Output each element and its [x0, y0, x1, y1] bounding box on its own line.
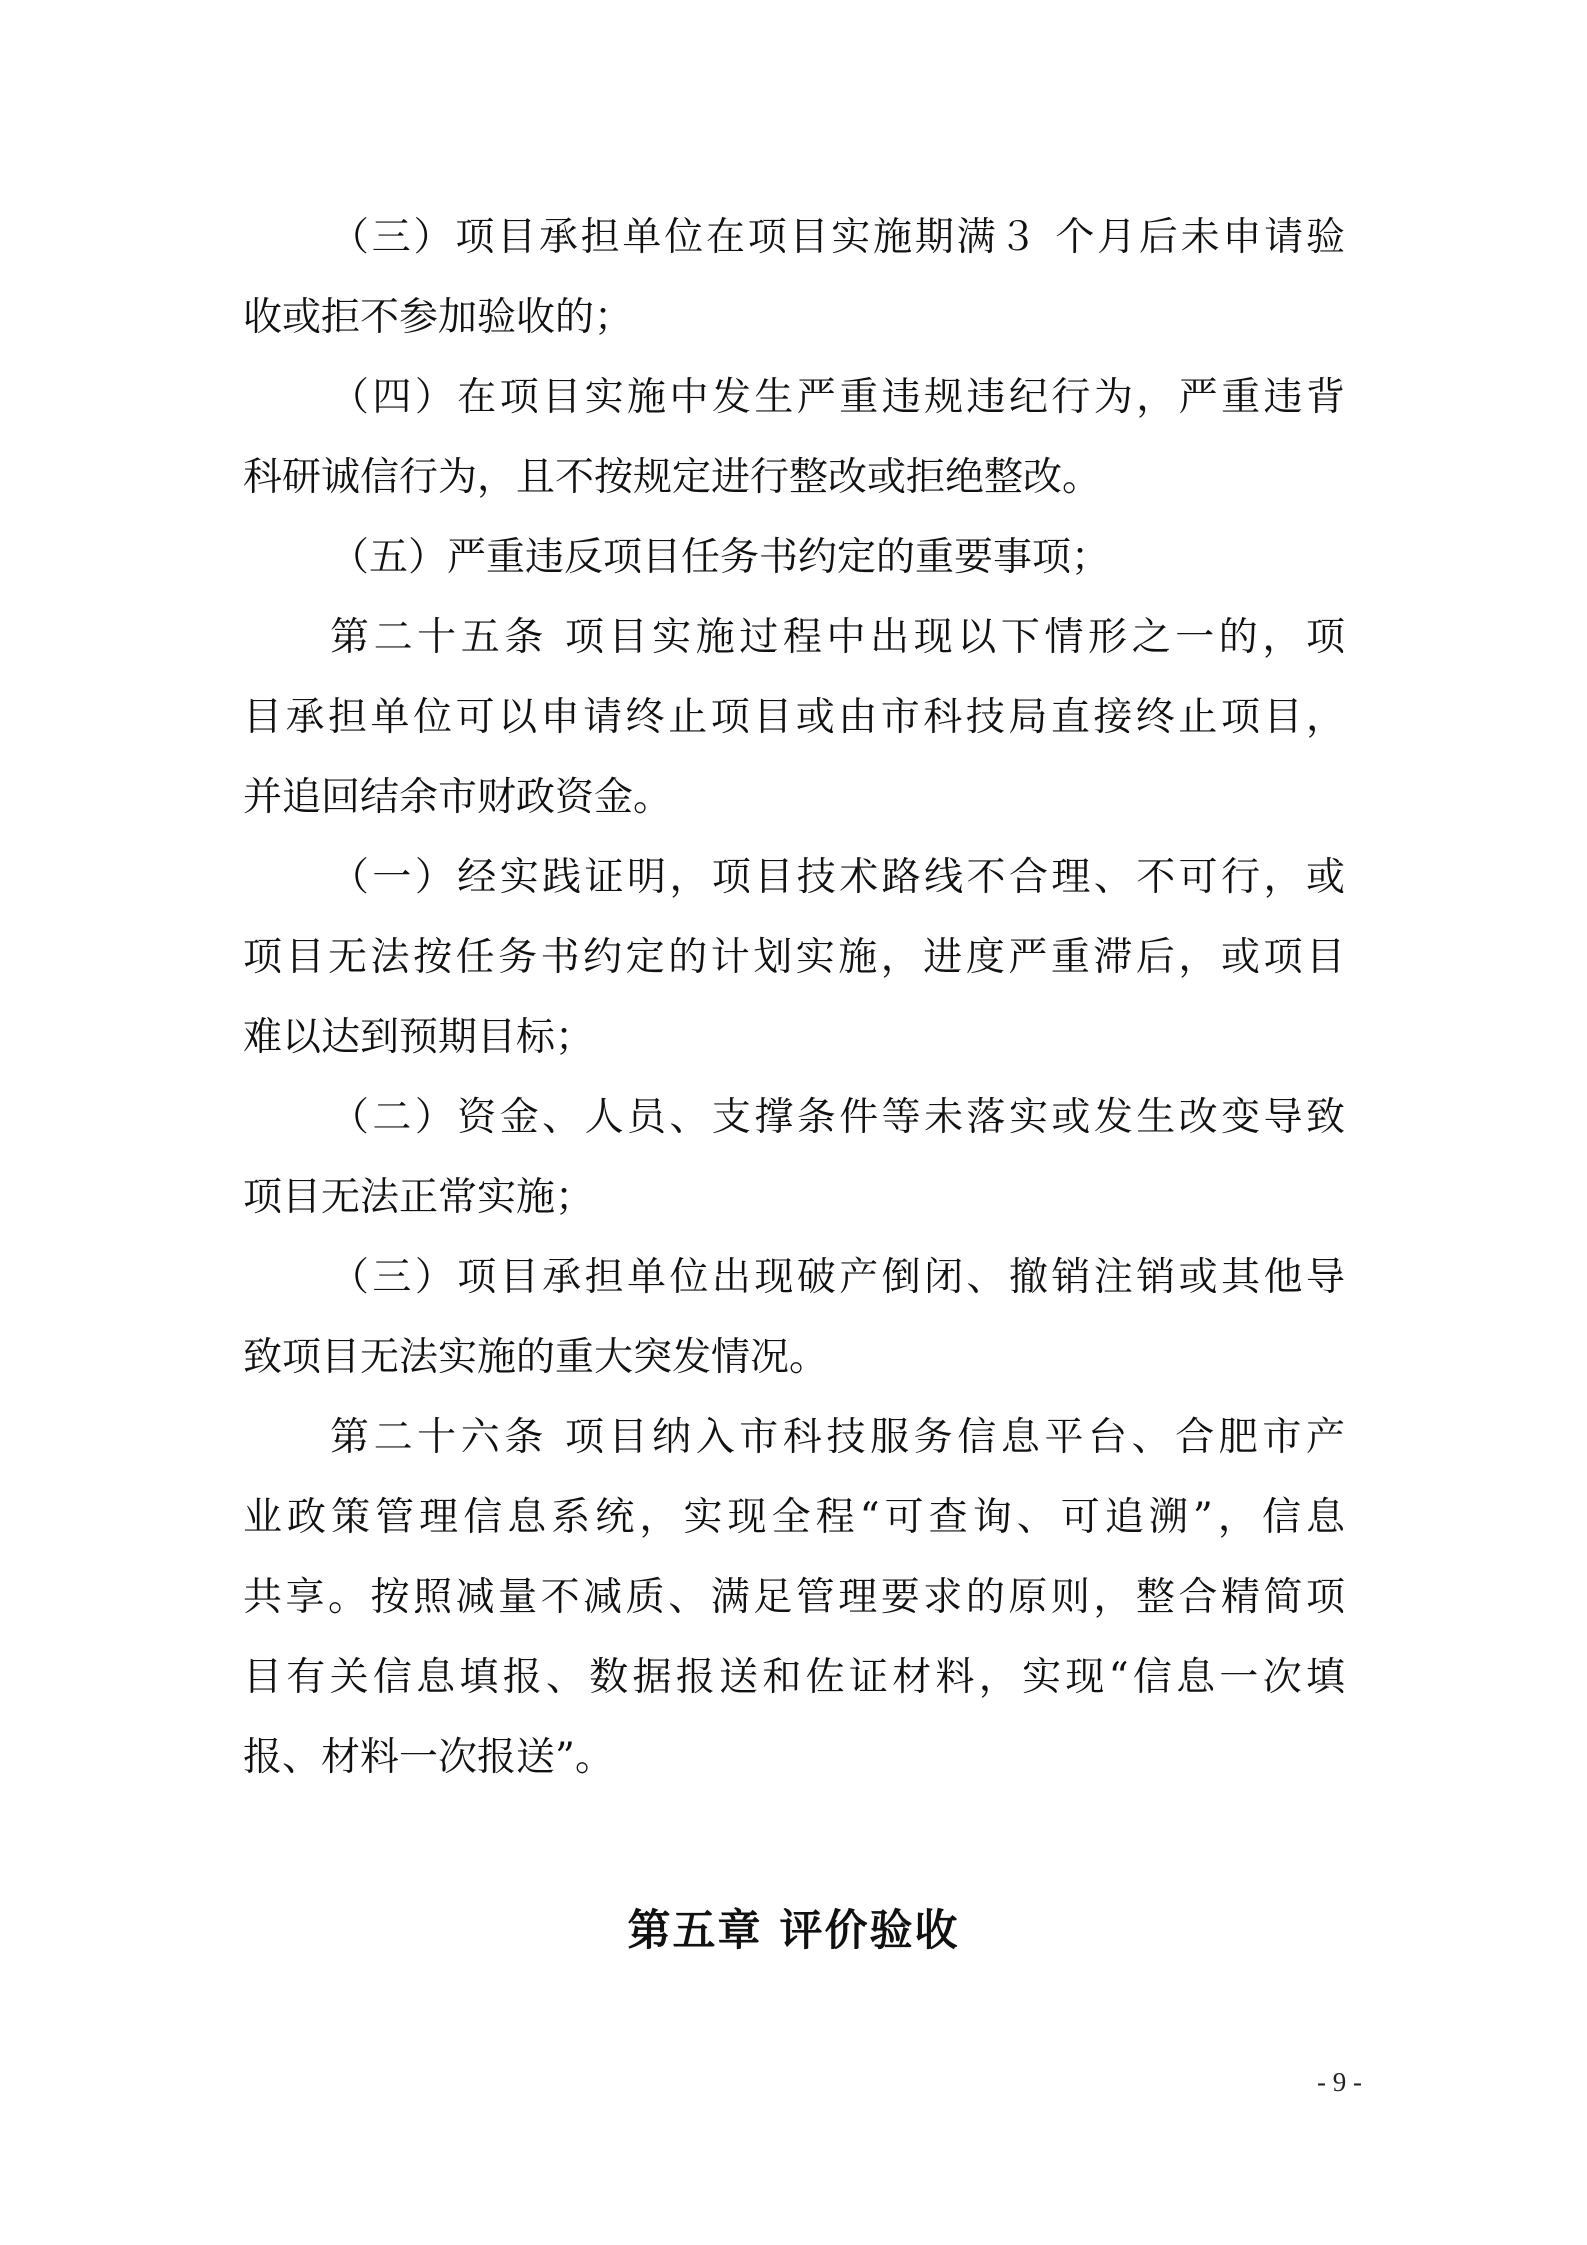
text-line: 致项目无法实施的重大突发情况。 — [243, 1335, 829, 1380]
text-line: （三）项目承担单位出现破产倒闭、撤销注销或其他导 — [330, 1255, 1345, 1300]
text-line: 目承担单位可以申请终止项目或由市科技局直接终止项目， — [243, 695, 1345, 740]
text-line: （四）在项目实施中发生严重违规违纪行为，严重违背 — [330, 375, 1345, 420]
chapter-title: 第五章 评价验收 — [627, 1906, 960, 1956]
article-heading-line: 第二十五条 项目实施过程中出现以下情形之一的，项 — [330, 615, 1345, 660]
text-line: （一）经实践证明，项目技术路线不合理、不可行，或 — [330, 855, 1345, 900]
text-line: 报、材料一次报送”。 — [243, 1735, 614, 1780]
text-line: 并追回结余市财政资金。 — [243, 775, 673, 820]
text-line: 收或拒不参加验收的； — [243, 295, 634, 340]
text-line: 项目无法按任务书约定的计划实施，进度严重滞后，或项目 — [243, 935, 1345, 980]
text-line: （五）严重违反项目任务书约定的重要事项； — [330, 535, 1111, 580]
page-number: - 9 - — [1317, 2067, 1362, 2097]
article-heading-line: 第二十六条 项目纳入市科技服务信息平台、合肥市产 — [330, 1415, 1345, 1460]
text-line: （三）项目承担单位在项目实施期满３ 个月后未申请验 — [330, 215, 1345, 260]
text-line: 难以达到预期目标； — [243, 1015, 595, 1060]
text-line: 项目无法正常实施； — [243, 1175, 595, 1220]
text-line: 业政策管理信息系统，实现全程“可查询、可追溯”，信息 — [243, 1495, 1345, 1540]
text-line: （二）资金、人员、支撑条件等未落实或发生改变导致 — [330, 1095, 1345, 1140]
text-line: 科研诚信行为，且不按规定进行整改或拒绝整改。 — [243, 455, 1102, 500]
text-line: 共享。按照减量不减质、满足管理要求的原则，整合精简项 — [243, 1575, 1345, 1620]
text-line: 目有关信息填报、数据报送和佐证材料，实现“信息一次填 — [243, 1655, 1345, 1700]
